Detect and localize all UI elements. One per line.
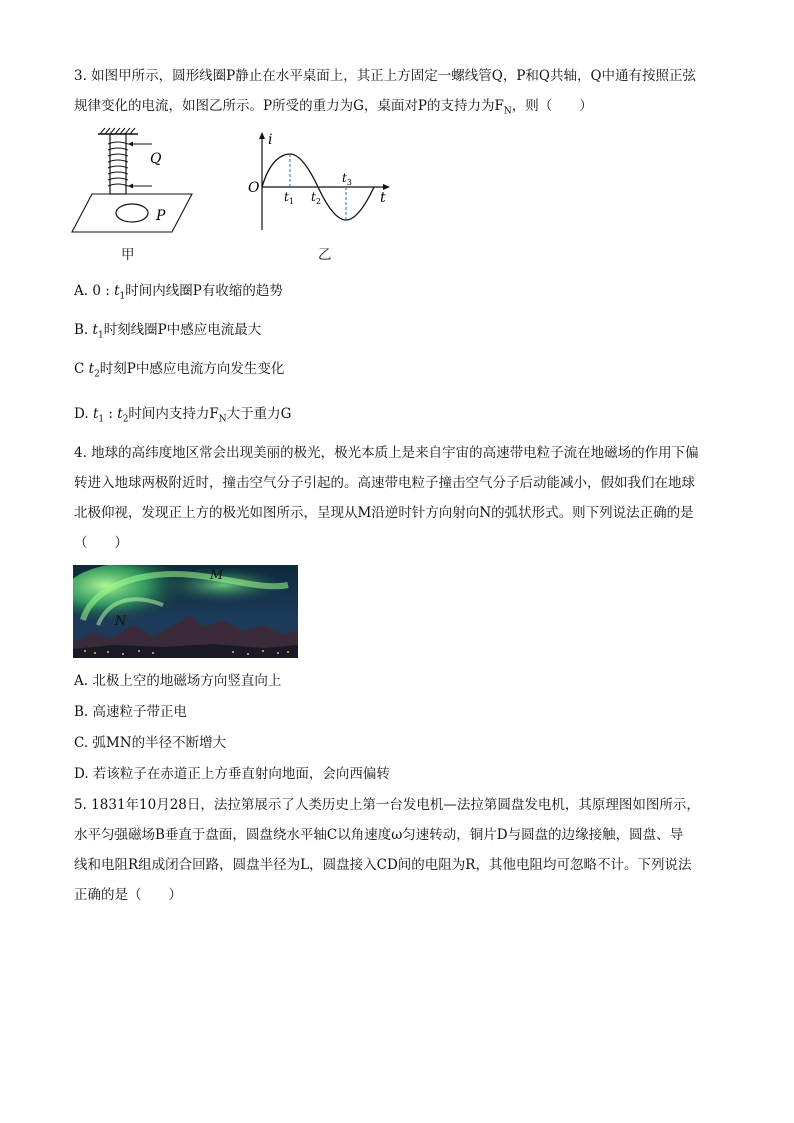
photo-label-m: M xyxy=(210,568,224,583)
q4-stem-line2: 转进入地球两极附近时，撞击空气分子引起的。高速带电粒子撞击空气分子后动能减小，假如我们在地球 xyxy=(74,475,695,491)
q4-stem-line3: 北极仰视，发现正上方的极光如图所示，呈现从M沿逆时针方向射向N的弧状形式。则下列说法正确的是 xyxy=(74,505,694,521)
axis-t-label: t xyxy=(380,190,386,206)
q4-stem-line4: （ ） xyxy=(74,535,128,551)
axis-i-label: i xyxy=(268,132,273,148)
q3-stem-line1: 3. 如图甲所示，圆形线圈P静止在水平桌面上，其正上方固定一螺线管Q，P和Q共轴，Q中通有按照正弦 xyxy=(74,68,697,84)
q3-option-a: A. 0 : $t_1$时间内线圈P有收缩的趋势 xyxy=(74,283,283,302)
label-q: Q xyxy=(150,151,162,167)
q4-option-c: C. 弧MN的半径不断增大 xyxy=(74,735,227,751)
q5-stem-line1: 5. 1831年10月28日，法拉第展示了人类历史上第一台发电机—法拉第圆盘发电机，其原理图如图所示， xyxy=(74,797,700,813)
figure-jia-solenoid xyxy=(70,126,200,238)
q5-stem-line2: 水平匀强磁场B垂直于盘面，圆盘绕水平轴C以角速度ω匀速转动，铜片D与圆盘的边缘接触，圆盘、导 xyxy=(74,827,684,843)
q4-option-d: D. 若该粒子在赤道正上方垂直射向地面，会向西偏转 xyxy=(74,766,390,782)
caption-yi: 乙 xyxy=(318,247,332,263)
q4-option-a: A. 北极上空的地磁场方向竖直向上 xyxy=(74,673,282,689)
q3-option-d: D. $t_1$ : $t_2$时间内支持力$F_N$大于重力G xyxy=(74,406,292,425)
q5-stem-line3: 线和电阻R组成闭合回路，圆盘半径为L，圆盘接入CD间的电阻为R，其他电阻均可忽略不计。下列说法 xyxy=(74,857,692,873)
q3-option-b: B. $t_1$时刻线圈P中感应电流最大 xyxy=(74,322,262,341)
origin-label: O xyxy=(248,180,260,196)
tick-t3: $t_3$ xyxy=(342,171,352,187)
q5-stem-line4: 正确的是（ ） xyxy=(74,887,182,903)
q4-stem-line1: 4. 地球的高纬度地区常会出现美丽的极光，极光本质上是来自宇宙的高速带电粒子流在地磁场的作用下偏 xyxy=(74,445,699,461)
tick-t2: $t_2$ xyxy=(311,190,321,206)
caption-jia: 甲 xyxy=(121,247,135,263)
photo-label-n: N xyxy=(115,614,127,629)
q3-option-c: C $t_2$时刻P中感应电流方向发生变化 xyxy=(74,361,285,380)
aurora-photo xyxy=(73,565,298,658)
figure-yi-sine-graph xyxy=(244,130,394,234)
q3-stem-line2: 规律变化的电流，如图乙所示。P所受的重力为G，桌面对P的支持力为$F_N$，则（ ） xyxy=(74,98,593,117)
tick-t1: $t_1$ xyxy=(284,190,294,206)
q4-option-b: B. 高速粒子带正电 xyxy=(74,704,188,720)
label-p: P xyxy=(156,208,166,224)
